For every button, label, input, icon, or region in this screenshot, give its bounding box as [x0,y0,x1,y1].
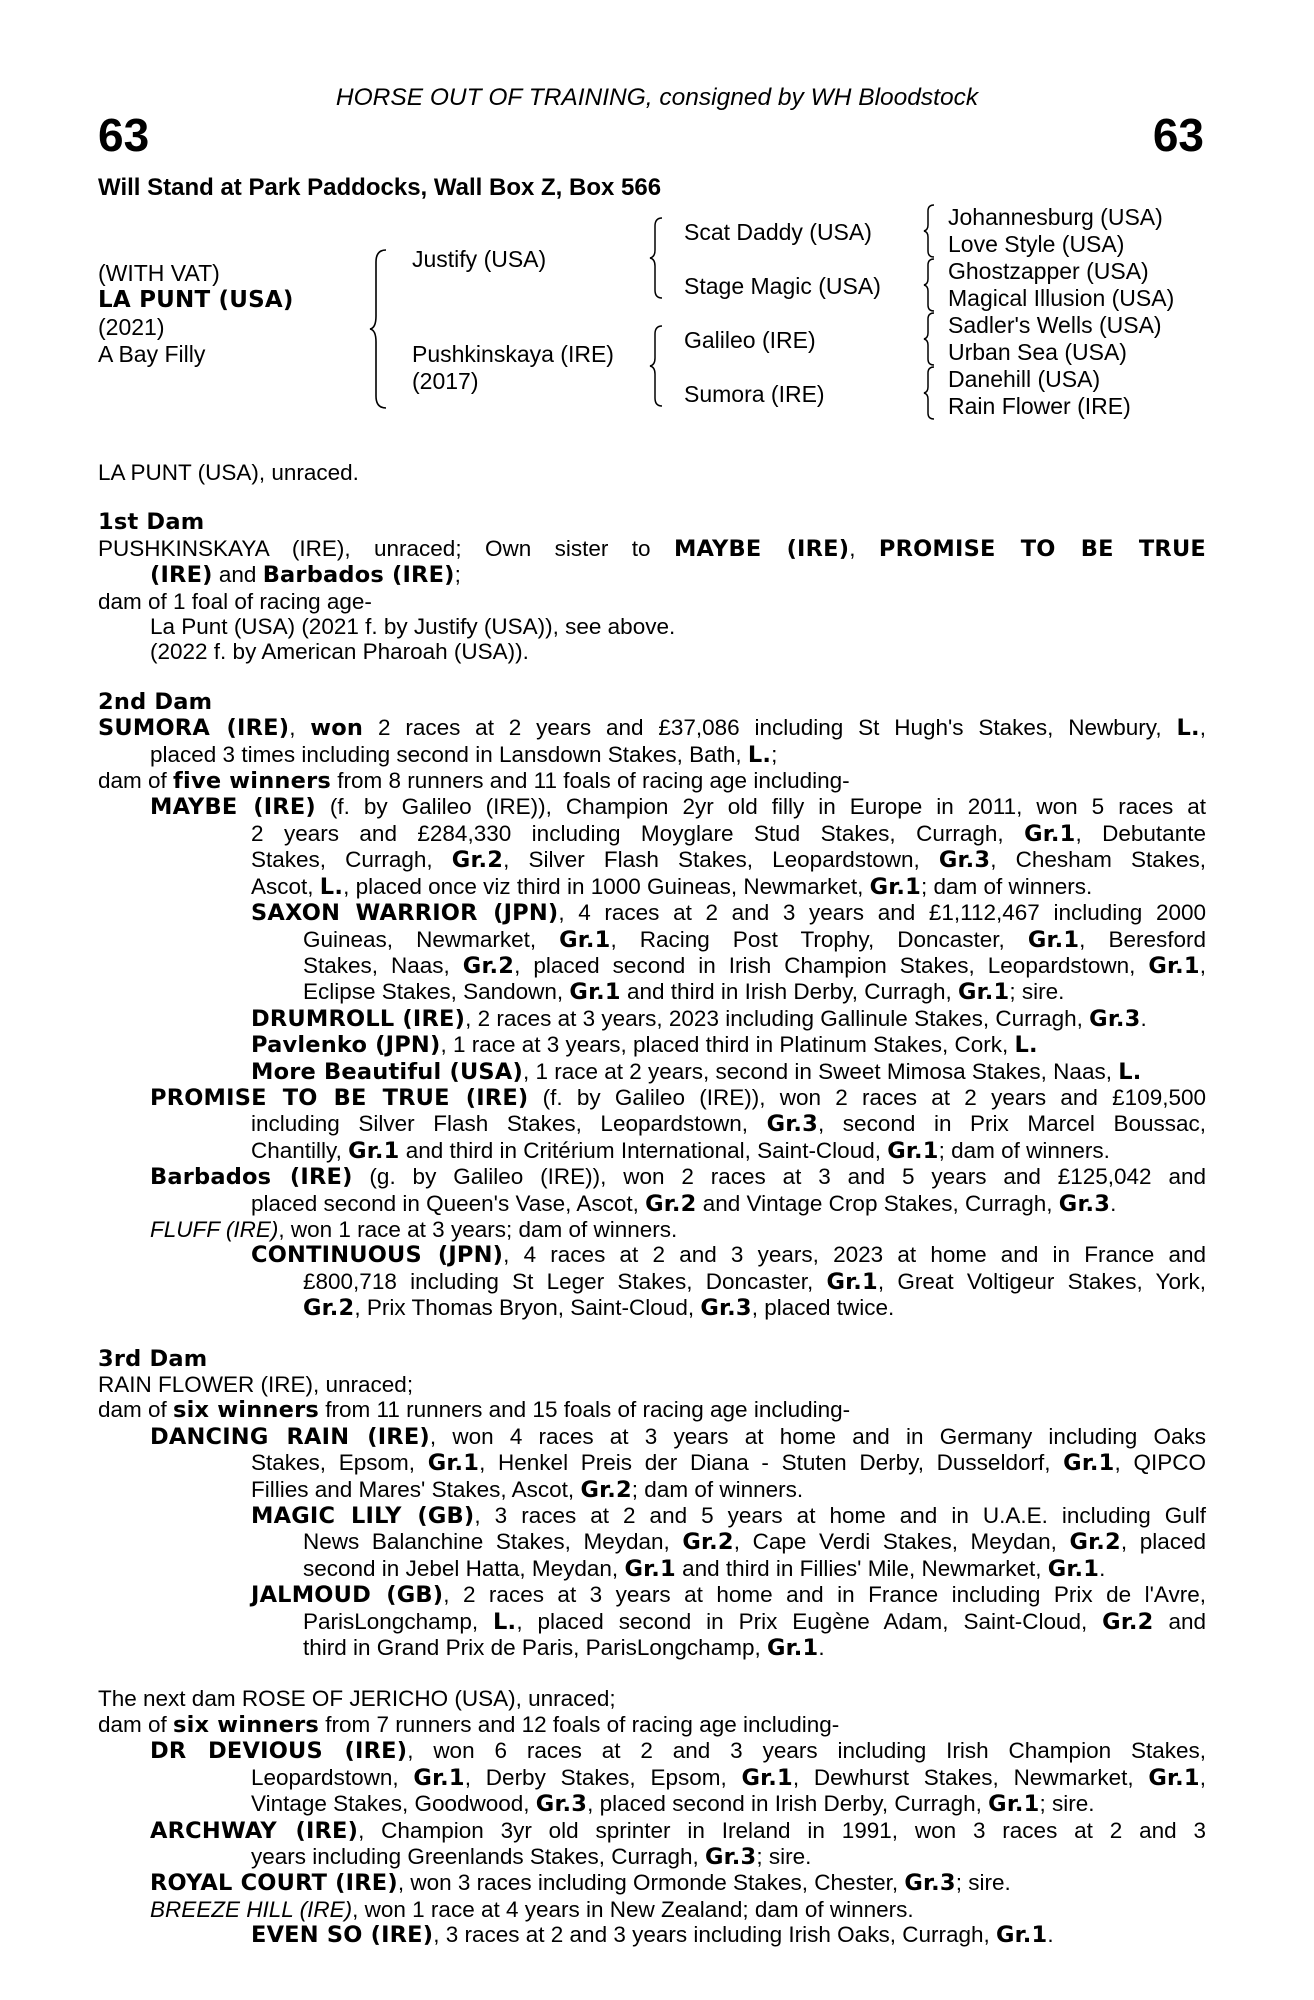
third-dam-lines [98,1372,1206,1661]
pedigree-line: including Silver Flash Stakes, Leopardstown, Gr.3, second in Prix Marcel Boussac, [251,1111,1206,1138]
ancestor-gg: Rain Flower (IRE) [948,393,1131,419]
consignor-banner: HORSE OUT OF TRAINING, consigned by WH Bloodstock [335,84,979,111]
brace-icon [922,311,936,367]
pedigree-line: years including Greenlands Stakes, Curragh, Gr.3; sire. [251,1843,812,1870]
pedigree-line: Chantilly, Gr.1 and third in Critérium International, Saint-Cloud, Gr.1; dam of winners. [251,1137,1110,1164]
dam: Pushkinskaya (IRE) [412,341,614,367]
brace-icon [922,203,936,259]
pedigree-line: SAXON WARRIOR (JPN), 4 races at 2 and 3 years and £1,112,467 including 2000 [251,900,1206,927]
sire-dam: Stage Magic (USA) [684,273,881,299]
dam-dam: Sumora (IRE) [684,381,825,407]
sire-sire: Scat Daddy (USA) [684,219,872,245]
first-dam-line: PUSHKINSKAYA (IRE), unraced; Own sister to MAYBE (IRE), PROMISE TO BE TRUE [98,535,1206,562]
brace-icon [648,216,664,300]
pedigree-line: News Balanchine Stakes, Meydan, Gr.2, Cape Verdi Stakes, Meydan, Gr.2, placed [303,1529,1207,1556]
pedigree-line: Stakes, Naas, Gr.2, placed second in Irish Champion Stakes, Leopardstown, Gr.1, [303,952,1206,979]
pedigree-line: Vintage Stakes, Goodwood, Gr.3, placed second in Irish Derby, Curragh, Gr.1; sire. [251,1791,1095,1818]
dam-sire: Galileo (IRE) [684,327,816,353]
pedigree-line: JALMOUD (GB), 2 races at 3 years at home and in France including Prix de l'Avre, [251,1582,1206,1609]
pedigree-line: dam of five winners from 8 runners and 11 foals of racing age including- [98,768,850,795]
pedigree-line: Ascot, L., placed once viz third in 1000 Guineas, Newmarket, Gr.1; dam of winners. [251,873,1093,900]
pedigree-line: SUMORA (IRE), won 2 races at 2 years and £37,086 including St Hugh's Stakes, Newbury, L., [98,715,1206,742]
pedigree-line: MAYBE (IRE) (f. by Galileo (IRE)), Champion 2yr old filly in Europe in 2011, won 5 races at [150,794,1206,821]
pedigree-line: third in Grand Prix de Paris, ParisLongchamp, Gr.1. [303,1635,825,1662]
pedigree-line: ROYAL COURT (IRE), won 3 races including Ormonde Stakes, Chester, Gr.3; sire. [150,1870,1011,1897]
pedigree-line: EVEN SO (IRE), 3 races at 2 and 3 years including Irish Oaks, Curragh, Gr.1. [251,1922,1054,1949]
pedigree-line: second in Jebel Hatta, Meydan, Gr.1 and third in Fillies' Mile, Newmarket, Gr.1. [303,1555,1106,1582]
horse-name: LA PUNT (USA) [98,287,294,313]
next-dam-lines [98,1686,1206,1948]
pedigree-line: RAIN FLOWER (IRE), unraced; [98,1372,414,1397]
pedigree-line: Leopardstown, Gr.1, Derby Stakes, Epsom, Gr.1, Dewhurst Stakes, Newmarket, Gr.1, [251,1764,1207,1791]
catalogue-body [98,460,1206,1949]
third-dam-heading: 3rd Dam [98,1345,208,1372]
vat-note: (WITH VAT) [98,260,220,286]
ancestor-gg: Urban Sea (USA) [948,339,1127,365]
ancestor-gg: Love Style (USA) [948,231,1125,257]
brace-icon [922,365,936,421]
second-dam-heading: 2nd Dam [98,688,213,715]
pedigree-line: ParisLongchamp, L., placed second in Prix Eugène Adam, Saint-Cloud, Gr.2 and [303,1608,1206,1635]
pedigree-line: PROMISE TO BE TRUE (IRE) (f. by Galileo (IRE)), won 2 races at 2 years and £109,500 [150,1084,1207,1111]
pedigree-line: DR DEVIOUS (IRE), won 6 races at 2 and 3 years including Irish Champion Stakes, [150,1738,1207,1765]
pedigree-line: placed 3 times including second in Lansdown Stakes, Bath, L.; [150,741,778,768]
first-dam-line: (IRE) and Barbados (IRE); [150,562,461,589]
pedigree-line: Stakes, Curragh, Gr.2, Silver Flash Stakes, Leopardstown, Gr.3, Chesham Stakes, [251,847,1207,874]
pedigree-line: ARCHWAY (IRE), Champion 3yr old sprinter in Ireland in 1991, won 3 races at 2 and 3 [150,1817,1206,1844]
pedigree-line: BREEZE HILL (IRE), won 1 race at 4 years in New Zealand; dam of winners. [150,1896,914,1922]
pedigree-line: placed second in Queen's Vase, Ascot, Gr.2 and Vintage Crop Stakes, Curragh, Gr.3. [251,1190,1117,1217]
pedigree-line: Fillies and Mares' Stakes, Ascot, Gr.2; dam of winners. [251,1476,804,1503]
pedigree-line: DRUMROLL (IRE), 2 races at 3 years, 2023 including Gallinule Stakes, Curragh, Gr.3. [251,1005,1147,1032]
pedigree-line: Gr.2, Prix Thomas Bryon, Saint-Cloud, Gr.3, placed twice. [303,1295,895,1322]
pedigree-line: Barbados (IRE) (g. by Galileo (IRE)), won 2 races at 3 and 5 years and £125,042 and [150,1164,1206,1191]
sire: Justify (USA) [412,246,547,272]
lot-number-left: 63 [98,109,150,161]
pedigree-line: 2 years and £284,330 including Moyglare Stud Stakes, Curragh, Gr.1, Debutante [251,820,1206,847]
first-dam-line: (2022 f. by American Pharoah (USA)). [150,639,529,665]
ancestor-gg: Magical Illusion (USA) [948,285,1175,311]
pedigree-line: Guineas, Newmarket, Gr.1, Racing Post Trophy, Doncaster, Gr.1, Beresford [303,926,1206,953]
stand-info: Will Stand at Park Paddocks, Wall Box Z, Box 566 [98,174,662,201]
brace-icon [922,257,936,313]
pedigree-line: MAGIC LILY (GB), 3 races at 2 and 5 years at home and in U.A.E. including Gulf [251,1503,1206,1530]
first-dam-line: La Punt (USA) (2021 f. by Justify (USA)), see above. [150,614,676,640]
pedigree-line: CONTINUOUS (JPN), 4 races at 2 and 3 years, 2023 at home and in France and [251,1242,1207,1269]
dam-year: (2017) [412,368,479,394]
horse-description: A Bay Filly [98,341,206,367]
foaling-year: (2021) [98,314,165,340]
first-dam-heading: 1st Dam [98,509,205,536]
pedigree-line: Eclipse Stakes, Sandown, Gr.1 and third in Irish Derby, Curragh, Gr.1; sire. [303,979,1065,1006]
pedigree-line: Stakes, Epsom, Gr.1, Henkel Preis der Diana - Stuten Derby, Dusseldorf, Gr.1, QIPCO [251,1450,1206,1477]
ancestor-gg: Ghostzapper (USA) [948,258,1149,284]
ancestor-gg: Danehill (USA) [948,366,1101,392]
ancestor-gg: Sadler's Wells (USA) [948,312,1162,338]
brace-icon [368,248,390,410]
ancestor-gg: Johannesburg (USA) [948,204,1163,230]
racing-summary: LA PUNT (USA), unraced. [98,460,359,485]
second-dam-lines [98,715,1206,1321]
first-dam-line: dam of 1 foal of racing age- [98,588,372,614]
pedigree-line: DANCING RAIN (IRE), won 4 races at 3 years at home and in Germany including Oaks [150,1423,1206,1450]
pedigree-line: £800,718 including St Leger Stakes, Doncaster, Gr.1, Great Voltigeur Stakes, York, [303,1268,1206,1295]
pedigree-line: More Beautiful (USA), 1 race at 2 years, second in Sweet Mimosa Stakes, Naas, L. [251,1058,1142,1085]
pedigree-line: FLUFF (IRE), won 1 race at 3 years; dam of winners. [150,1216,678,1242]
brace-icon [648,324,664,408]
lot-number-right: 63 [1152,109,1204,161]
pedigree-line: dam of six winners from 11 runners and 15 foals of racing age including- [98,1397,851,1424]
pedigree-line: dam of six winners from 7 runners and 12 foals of racing age including- [98,1711,840,1738]
pedigree-line: Pavlenko (JPN), 1 race at 3 years, placed third in Platinum Stakes, Cork, L. [251,1032,1038,1059]
pedigree-line: The next dam ROSE OF JERICHO (USA), unraced; [98,1686,616,1712]
